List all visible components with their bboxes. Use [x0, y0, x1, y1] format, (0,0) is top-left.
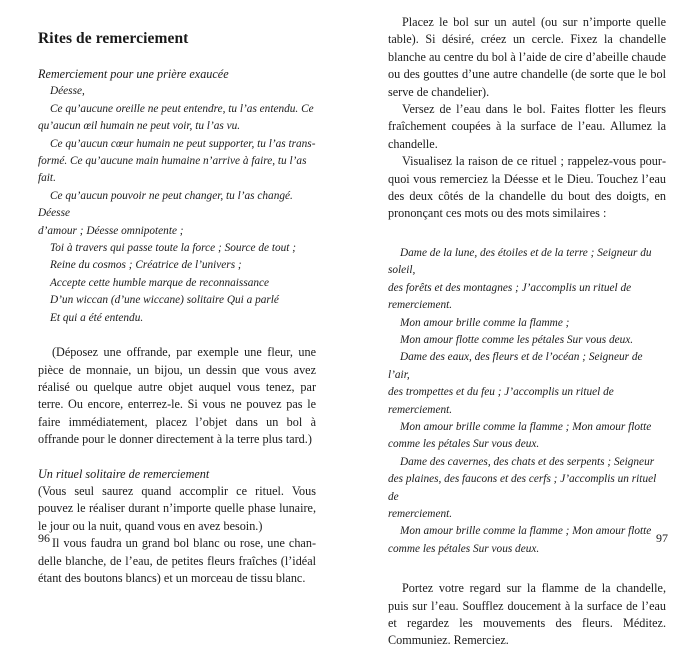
chant-line: Mon amour brille comme la flamme ; Mon amour flotte	[400, 420, 652, 433]
prayer-line: Toi à travers qui passe toute la force ; Source de tout ;	[50, 242, 296, 255]
instruction-paragraph: Placez le bol sur un autel (ou sur n’importe quelle table). Si désiré, créez un cercle. Fixez la chandelle blanche au centre du bol à l’aide de cire d’abeille chaude ou des gouttes d’une autre chandelle (de sorte que le bol serve de chandelier).	[388, 15, 666, 99]
prayer-line: d’amour ; Déesse omnipotente ;	[38, 224, 184, 237]
prayer-line: Et qui a été entendu.	[50, 311, 144, 324]
ritual-title: Un rituel solitaire de remerciement	[38, 466, 210, 481]
chant-line: Dame des eaux, des fleurs et de l’océan ; Seigneur de l’air,	[388, 351, 643, 381]
prayer-line: Ce qu’aucun cœur humain ne peut supporter, tu l’as trans-	[50, 137, 316, 150]
prayer-line: Déesse,	[50, 85, 85, 98]
left-page	[0, 0, 350, 585]
prayer-title: Remerciement pour une prière exaucée	[38, 67, 229, 81]
prayer-line: Ce qu’aucun pouvoir ne peut changer, tu l’as changé. Déesse	[38, 189, 293, 220]
prayer-line: Reine du cosmos ; Créatrice de l’univers ;	[50, 259, 242, 272]
page-number: 96	[38, 531, 50, 545]
instruction-paragraph: Visualisez la raison de ce rituel ; rappelez-vous pourquoi vous remerciez la Déesse et le Dieu. Touchez l’eau des deux côtés de la chandelle du bout des doigts, en prononçant ces mots ou des mots similaires :	[388, 154, 666, 221]
chant-line: comme les pétales Sur vous deux.	[388, 438, 540, 451]
chant-line: des trompettes et du feu ; J’accomplis un rituel de remerciement.	[388, 386, 614, 416]
chant-line: comme les pétales Sur vous deux.	[388, 542, 540, 555]
chant-line: des plaines, des faucons et des cerfs ; J’accomplis un rituel de	[388, 473, 657, 503]
prayer-verse	[38, 83, 316, 327]
offering-note: (Déposez une offrande, par exemple une fleur, une pièce de monnaie, un bijou, un dessin que vous avez réalisé ou quelque autre objet auquel vous tenez, par terre. Ou encore, enterrez-le. Si vous ne pouvez pas le faire immédiatement, placez l’objet dans un bol à offrande pour le donner directement à la terre plus tard.)	[38, 345, 316, 447]
right-page	[350, 0, 700, 648]
chant-line: Mon amour flotte comme les pétales Sur vous deux.	[400, 333, 634, 346]
chant-line: Mon amour brille comme la flamme ; Mon amour flotte	[400, 525, 652, 538]
ritual-intro: (Vous seul saurez quand accomplir ce rituel. Vous pouvez le réaliser durant n’importe quelle phase lunaire, le jour ou la nuit, quand vous en avez besoin.)	[38, 483, 316, 533]
closing-paragraph: Portez votre regard sur la flamme de la chandelle, puis sur l’eau. Soufflez doucement à la surface de l’eau et regardez les mouvements des fleurs. Méditez. Communiez. Remerciez.	[388, 581, 666, 648]
chant-verse	[388, 245, 666, 558]
chant-line: Mon amour brille comme la flamme ;	[400, 316, 570, 329]
section-heading: Rites de remerciement	[38, 30, 189, 47]
chant-line: Dame de la lune, des étoiles et de la terre ; Seigneur du soleil,	[388, 246, 652, 277]
prayer-line: D’un wiccan (d’une wiccane) solitaire Qui a parlé	[50, 294, 279, 307]
prayer-line: Accepte cette humble marque de reconnaissance	[50, 276, 270, 289]
chant-line: des forêts et des montagnes ; J’accomplis un rituel de remerciement.	[388, 281, 632, 312]
materials-paragraph: Il vous faudra un grand bol blanc ou rose, une chandelle blanche, de l’eau, de petites fleurs fraîches (l’idéal étant des boutons blancs) et un morceau de tissu blanc.	[38, 536, 316, 585]
chant-line: remerciement.	[388, 507, 453, 520]
prayer-line: qu’aucun œil humain ne peut voir, tu l’as vu.	[38, 120, 241, 133]
instruction-paragraph: Versez de l’eau dans le bol. Faites flotter les fleurs fraîchement coupées à la surface de l’eau. Allumez la chandelle.	[388, 102, 666, 151]
prayer-line: formé. Ce qu’aucune main humaine n’arrive à faire, tu l’as fait.	[38, 155, 307, 185]
page-number: 97	[656, 531, 668, 545]
chant-line: Dame des cavernes, des chats et des serpents ; Seigneur	[400, 455, 655, 468]
prayer-line: Ce qu’aucune oreille ne peut entendre, tu l’as entendu. Ce	[50, 102, 314, 115]
left-page-text	[38, 30, 316, 587]
right-page-text	[388, 14, 666, 650]
